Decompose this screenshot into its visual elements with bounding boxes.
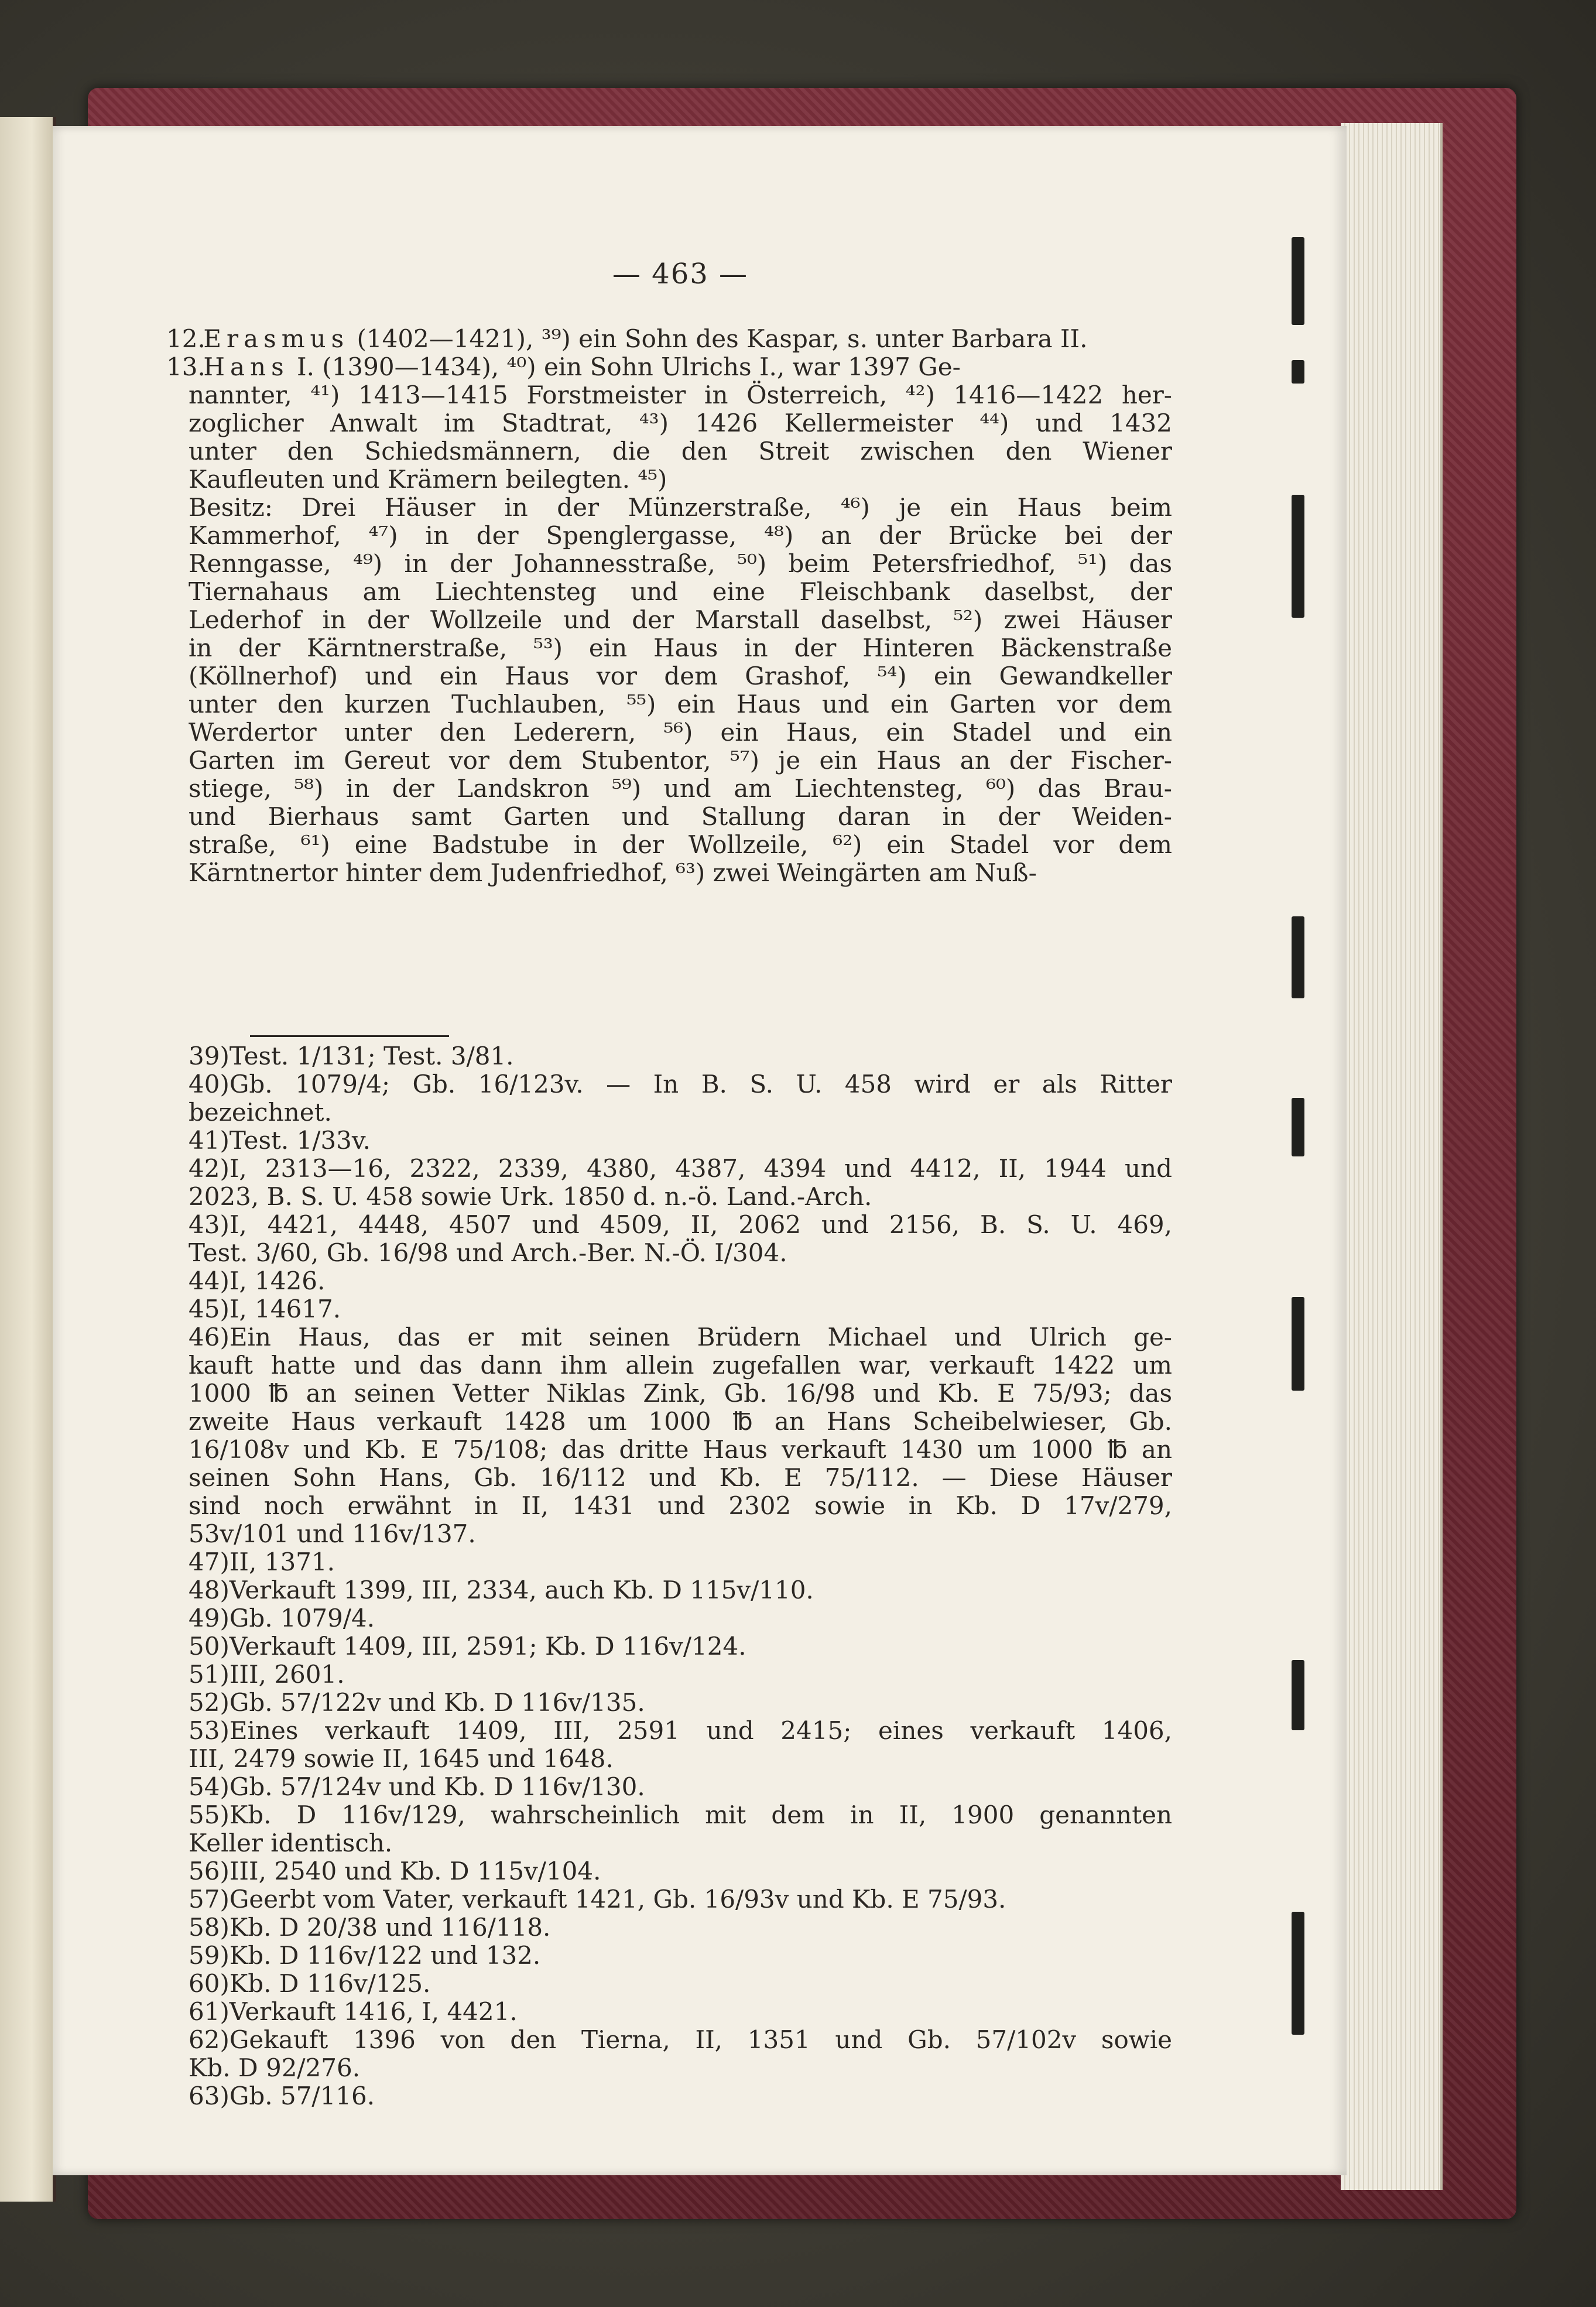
entry-name: Erasmus [203, 324, 350, 353]
entry-line: Garten im Gereut vor dem Stubentor, ⁵⁷) je ein Haus an der Fischer- [189, 746, 1172, 775]
entry-line: zoglicher Anwalt im Stadtrat, ⁴³) 1426 Kellermeister ⁴⁴) und 1432 [189, 409, 1172, 437]
footnote-text: II, 1371. [229, 1548, 335, 1576]
footnote-text: I, 4421, 4448, 4507 und 4509, II, 2062 und 2156, B. S. U. 469, [229, 1210, 1172, 1239]
footnote-number: 48) [189, 1576, 230, 1604]
footnote-line [189, 1323, 1172, 1351]
page-block-edge [1341, 123, 1443, 2190]
entry-line: stiege, ⁵⁸) in der Landskron ⁵⁹) und am Liechtensteg, ⁶⁰) das Brau- [189, 774, 1172, 803]
footnote-line [189, 1380, 1172, 1408]
footnote-line [189, 1942, 1172, 1970]
entry-line: Besitz: Drei Häuser in der Münzerstraße, ⁴⁶) je ein Haus beim [189, 493, 1172, 522]
footnote-line [189, 1970, 1172, 1998]
footnote-text: Ein Haus, das er mit seinen Brüdern Michael und Ulrich ge- [229, 1323, 1172, 1351]
footnote-text: 1000 ℔ an seinen Vetter Niklas Zink, Gb. 16/98 und Kb. E 75/93; das [189, 1379, 1172, 1408]
footnote-text: seinen Sohn Hans, Gb. 16/112 und Kb. E 75/112. — Diese Häuser [189, 1463, 1172, 1492]
footnote-number: 56) [189, 1857, 230, 1885]
entry-line: Tiernahaus am Liechtensteg und eine Fleischbank daselbst, der [189, 577, 1172, 606]
footnote-number: 50) [189, 1632, 230, 1661]
footnote-text: I, 1426. [229, 1267, 326, 1295]
entry-13-body [189, 381, 1172, 887]
footnote-number: 40) [189, 1070, 230, 1098]
binding-mark [1292, 237, 1304, 325]
footnote-line [189, 1098, 1172, 1127]
footnote-number: 59) [189, 1941, 230, 1970]
footnote-line [189, 1885, 1172, 1914]
footnote-line [189, 1801, 1172, 1829]
footnote-text: 2023, B. S. U. 458 sowie Urk. 1850 d. n.-ö. Land.-Arch. [189, 1182, 872, 1211]
footnote-number: 41) [189, 1126, 230, 1155]
footnote-text: Kb. D 116v/129, wahrscheinlich mit dem in II, 1900 genannten [229, 1801, 1172, 1829]
footnote-number: 39) [189, 1042, 230, 1070]
entry-line: Renngasse, ⁴⁹) in der Johannesstraße, ⁵⁰) beim Petersfriedhof, ⁵¹) das [189, 549, 1172, 578]
binding-mark [1292, 1297, 1304, 1391]
footnote-line [189, 1492, 1172, 1520]
footnote-line [189, 1436, 1172, 1464]
entry-text: (1402—1421), ³⁹) ein Sohn des Kaspar, s. unter Barbara II. [357, 324, 1088, 353]
footnote-line [189, 2082, 1172, 2110]
footnote-number: 58) [189, 1913, 230, 1942]
binding-mark [1292, 916, 1304, 998]
entry-12 [166, 324, 1172, 353]
footnote-line [189, 1914, 1172, 1942]
entry-line: in der Kärntnerstraße, ⁵³) ein Haus in der Hinteren Bäckenstraße [189, 634, 1172, 662]
page-number: — 463 — [612, 258, 749, 290]
footnote-number: 60) [189, 1969, 230, 1998]
footnote-line [189, 1773, 1172, 1801]
footnote-text: Gb. 57/116. [229, 2082, 375, 2110]
entries [166, 324, 1172, 887]
footnote-text: Test. 3/60, Gb. 16/98 und Arch.-Ber. N.-Ö. I/304. [189, 1238, 787, 1267]
binding-mark [1292, 495, 1304, 618]
footnote-line [189, 2026, 1172, 2054]
footnote-line [189, 1351, 1172, 1380]
footnote-line [189, 1998, 1172, 2026]
footnote-line [189, 1632, 1172, 1661]
footnote-number: 45) [189, 1295, 230, 1323]
previous-page-edge [0, 117, 56, 2202]
footnote-text: zweite Haus verkauft 1428 um 1000 ℔ an Hans Scheibelwieser, Gb. [189, 1407, 1172, 1436]
footnote-text: sind noch erwähnt in II, 1431 und 2302 sowie in Kb. D 17v/279, [189, 1491, 1172, 1520]
footnote-line [189, 1689, 1172, 1717]
entry-line: I. (1390—1434), ⁴⁰) ein Sohn Ulrichs I., war 1397 Ge- [297, 352, 961, 381]
entry-line: unter den kurzen Tuchlauben, ⁵⁵) ein Haus und ein Garten vor dem [189, 690, 1172, 718]
footnote-text: Kb. D 20/38 und 116/118. [229, 1913, 551, 1942]
footnote-number: 61) [189, 1997, 230, 2026]
footnote-text: III, 2479 sowie II, 1645 und 1648. [189, 1744, 614, 1773]
footnote-line [189, 1070, 1172, 1098]
footnote-number: 47) [189, 1548, 230, 1576]
entry-line: Lederhof in der Wollzeile und der Marstall daselbst, ⁵²) zwei Häuser [189, 605, 1172, 634]
footnote-number: 44) [189, 1267, 230, 1295]
footnote-rule [250, 1035, 449, 1037]
footnote-text: Verkauft 1416, I, 4421. [229, 1997, 518, 2026]
footnote-text: Gb. 1079/4. [229, 1604, 375, 1632]
entry-line: unter den Schiedsmännern, die den Streit zwischen den Wiener [189, 437, 1172, 465]
footnote-number: 63) [189, 2082, 230, 2110]
footnote-line [189, 1127, 1172, 1155]
footnote-text: Kb. D 116v/122 und 132. [229, 1941, 541, 1970]
footnote-line [189, 1267, 1172, 1295]
footnotes [189, 1042, 1172, 2110]
footnote-number: 57) [189, 1885, 230, 1914]
footnote-number: 42) [189, 1154, 230, 1183]
footnote-line [189, 1661, 1172, 1689]
footnote-line [189, 1042, 1172, 1070]
footnote-line [189, 1576, 1172, 1604]
footnote-number: 54) [189, 1772, 230, 1801]
footnote-line [189, 1745, 1172, 1773]
footnote-text: Verkauft 1399, III, 2334, auch Kb. D 115v/110. [229, 1576, 814, 1604]
footnote-line [189, 1548, 1172, 1576]
footnote-text: III, 2540 und Kb. D 115v/104. [229, 1857, 601, 1885]
footnote-line [189, 1857, 1172, 1885]
entry-line: Werdertor unter den Lederern, ⁵⁶) ein Haus, ein Stadel und ein [189, 718, 1172, 747]
binding-mark [1292, 1912, 1304, 2035]
entry-line: Kärntnertor hinter dem Judenfriedhof, ⁶³) zwei Weingärten am Nuß- [189, 858, 1037, 887]
footnote-number: 62) [189, 2025, 230, 2054]
book-page [53, 126, 1347, 2175]
footnote-text: bezeichnet. [189, 1098, 332, 1127]
footnote-line [189, 1408, 1172, 1436]
footnote-text: Verkauft 1409, III, 2591; Kb. D 116v/124. [229, 1632, 746, 1661]
footnote-line [189, 1155, 1172, 1183]
footnote-line [189, 1464, 1172, 1492]
entry-line: nannter, ⁴¹) 1413—1415 Forstmeister in Österreich, ⁴²) 1416—1422 her- [189, 381, 1172, 409]
footnote-line [189, 1829, 1172, 1857]
footnote-text: Gb. 57/122v und Kb. D 116v/135. [229, 1688, 645, 1717]
footnote-text: Gb. 1079/4; Gb. 16/123v. — In B. S. U. 458 wird er als Ritter [229, 1070, 1172, 1098]
footnote-number: 52) [189, 1688, 230, 1717]
footnote-number: 55) [189, 1801, 230, 1829]
entry-line: (Köllnerhof) und ein Haus vor dem Grashof, ⁵⁴) ein Gewandkeller [189, 662, 1172, 690]
entry-13 [166, 352, 1172, 381]
binding-mark [1292, 360, 1304, 384]
footnote-text: Test. 1/131; Test. 3/81. [229, 1042, 514, 1070]
footnote-line [189, 1717, 1172, 1745]
footnote-number: 43) [189, 1210, 230, 1239]
footnote-text: Gb. 57/124v und Kb. D 116v/130. [229, 1772, 645, 1801]
footnote-line [189, 1211, 1172, 1239]
binding-mark [1292, 1098, 1304, 1156]
footnote-text: Keller identisch. [189, 1829, 393, 1857]
footnote-text: Geerbt vom Vater, verkauft 1421, Gb. 16/93v und Kb. E 75/93. [229, 1885, 1006, 1914]
footnote-number: 46) [189, 1323, 230, 1351]
footnote-line [189, 1295, 1172, 1323]
entry-number: 12. [166, 324, 206, 353]
footnote-text: Test. 1/33v. [229, 1126, 371, 1155]
entry-line: straße, ⁶¹) eine Badstube in der Wollzeile, ⁶²) ein Stadel vor dem [189, 830, 1172, 859]
footnote-line [189, 1520, 1172, 1548]
footnote-text: I, 2313—16, 2322, 2339, 4380, 4387, 4394 und 4412, II, 1944 und [229, 1154, 1172, 1183]
footnote-text: 16/108v und Kb. E 75/108; das dritte Haus verkauft 1430 um 1000 ℔ an [189, 1435, 1172, 1464]
footnote-text: Gekauft 1396 von den Tierna, II, 1351 und Gb. 57/102v sowie [229, 2025, 1172, 2054]
entry-line: und Bierhaus samt Garten und Stallung daran in der Weiden- [189, 802, 1172, 831]
binding-mark [1292, 1660, 1304, 1730]
entry-line: Kammerhof, ⁴⁷) in der Spenglergasse, ⁴⁸) an der Brücke bei der [189, 521, 1172, 550]
entry-number: 13. [166, 352, 206, 381]
entry-line: Kaufleuten und Krämern beilegten. ⁴⁵) [189, 465, 667, 494]
footnote-text: Eines verkauft 1409, III, 2591 und 2415; eines verkauft 1406, [229, 1716, 1172, 1745]
footnote-text: I, 14617. [229, 1295, 341, 1323]
footnote-line [189, 1239, 1172, 1267]
footnote-line [189, 2054, 1172, 2082]
entry-name: Hans [203, 352, 289, 381]
footnote-number: 53) [189, 1716, 230, 1745]
footnote-text: kauft hatte und das dann ihm allein zugefallen war, verkauft 1422 um [189, 1351, 1172, 1380]
footnote-text: 53v/101 und 116v/137. [189, 1519, 476, 1548]
footnote-number: 51) [189, 1660, 230, 1689]
footnote-text: Kb. D 116v/125. [229, 1969, 431, 1998]
footnote-number: 49) [189, 1604, 230, 1632]
footnote-line [189, 1183, 1172, 1211]
footnote-text: Kb. D 92/276. [189, 2053, 361, 2082]
footnote-text: III, 2601. [229, 1660, 345, 1689]
footnote-line [189, 1604, 1172, 1632]
